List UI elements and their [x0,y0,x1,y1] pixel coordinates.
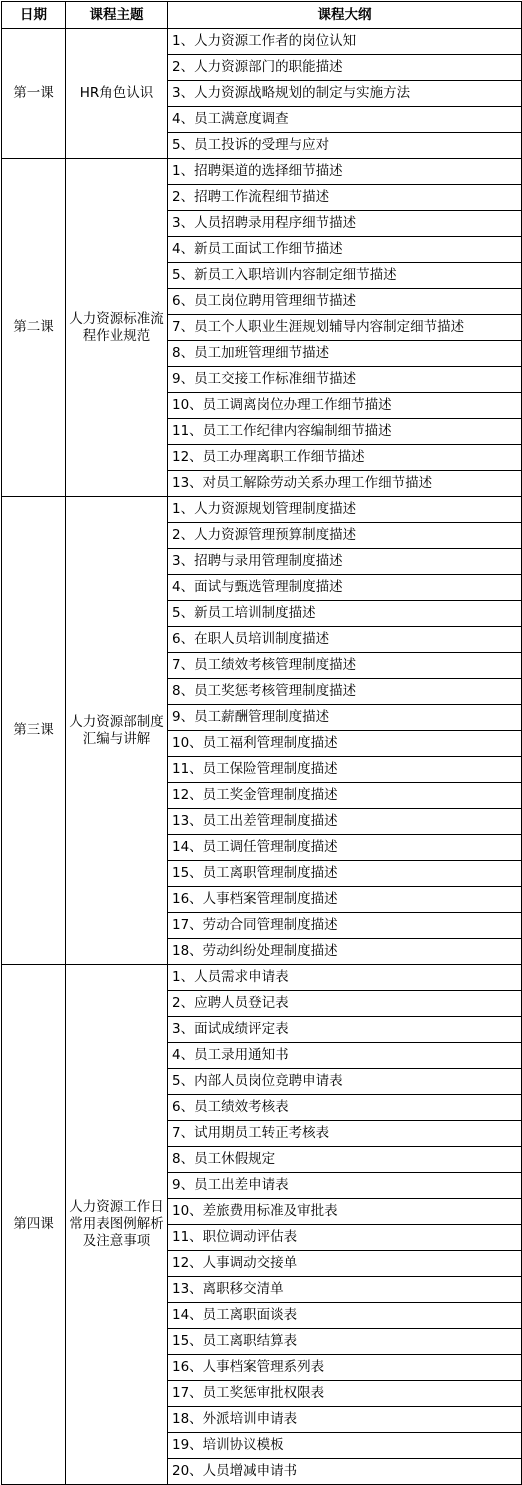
outline-item: 5、员工投诉的受理与应对 [168,133,522,159]
outline-item: 18、劳动纠纷处理制度描述 [168,939,522,965]
outline-item: 5、新员工入职培训内容制定细节描述 [168,263,522,289]
course-table [1,1,522,1485]
header-row [2,2,522,29]
outline-item: 6、在职人员培训制度描述 [168,627,522,653]
outline-item: 4、员工满意度调查 [168,107,522,133]
table-body [2,29,522,1485]
outline-item: 16、人事档案管理系列表 [168,1355,522,1381]
outline-item: 13、对员工解除劳动关系办理工作细节描述 [168,471,522,497]
outline-item: 15、员工离职管理制度描述 [168,861,522,887]
outline-item: 9、员工交接工作标准细节描述 [168,367,522,393]
outline-item: 4、员工录用通知书 [168,1043,522,1069]
outline-item: 8、员工奖惩考核管理制度描述 [168,679,522,705]
outline-item: 17、员工奖惩审批权限表 [168,1381,522,1407]
outline-item: 17、劳动合同管理制度描述 [168,913,522,939]
lesson-topic: 人力资源工作日常用表图例解析及注意事项 [66,965,168,1485]
outline-item: 2、人力资源部门的职能描述 [168,55,522,81]
outline-item: 14、员工离职面谈表 [168,1303,522,1329]
outline-item: 11、员工工作纪律内容编制细节描述 [168,419,522,445]
outline-item: 13、离职移交清单 [168,1277,522,1303]
outline-item: 15、员工离职结算表 [168,1329,522,1355]
outline-item: 10、差旅费用标准及审批表 [168,1199,522,1225]
outline-item: 8、员工加班管理细节描述 [168,341,522,367]
outline-item: 11、员工保险管理制度描述 [168,757,522,783]
table-row [2,159,522,185]
outline-item: 12、员工办理离职工作细节描述 [168,445,522,471]
header-day: 日期 [2,2,66,29]
outline-item: 4、新员工面试工作细节描述 [168,237,522,263]
outline-item: 13、员工出差管理制度描述 [168,809,522,835]
outline-item: 12、员工奖金管理制度描述 [168,783,522,809]
lesson-day: 第二课 [2,159,66,497]
outline-item: 2、人力资源管理预算制度描述 [168,523,522,549]
outline-item: 3、面试成绩评定表 [168,1017,522,1043]
outline-item: 1、人力资源工作者的岗位认知 [168,29,522,55]
outline-item: 7、员工个人职业生涯规划辅导内容制定细节描述 [168,315,522,341]
outline-item: 9、员工薪酬管理制度描述 [168,705,522,731]
lesson-topic: HR角色认识 [66,29,168,159]
outline-item: 1、人员需求申请表 [168,965,522,991]
outline-item: 3、人员招聘录用程序细节描述 [168,211,522,237]
outline-item: 19、培训协议模板 [168,1433,522,1459]
header-outline: 课程大纲 [168,2,522,29]
outline-item: 2、应聘人员登记表 [168,991,522,1017]
outline-item: 12、人事调动交接单 [168,1251,522,1277]
outline-item: 18、外派培训申请表 [168,1407,522,1433]
outline-item: 16、人事档案管理制度描述 [168,887,522,913]
outline-item: 11、职位调动评估表 [168,1225,522,1251]
outline-item: 4、面试与甄选管理制度描述 [168,575,522,601]
outline-item: 10、员工福利管理制度描述 [168,731,522,757]
outline-item: 7、员工绩效考核管理制度描述 [168,653,522,679]
outline-item: 7、试用期员工转正考核表 [168,1121,522,1147]
outline-item: 6、员工岗位聘用管理细节描述 [168,289,522,315]
table-header [2,2,522,29]
outline-item: 14、员工调任管理制度描述 [168,835,522,861]
outline-item: 9、员工出差申请表 [168,1173,522,1199]
lesson-topic: 人力资源标准流程作业规范 [66,159,168,497]
outline-item: 2、招聘工作流程细节描述 [168,185,522,211]
outline-item: 1、招聘渠道的选择细节描述 [168,159,522,185]
header-topic: 课程主题 [66,2,168,29]
table-row [2,497,522,523]
lesson-day: 第一课 [2,29,66,159]
outline-item: 5、内部人员岗位竞聘申请表 [168,1069,522,1095]
lesson-day: 第四课 [2,965,66,1485]
lesson-topic: 人力资源部制度汇编与讲解 [66,497,168,965]
outline-item: 1、人力资源规划管理制度描述 [168,497,522,523]
lesson-day: 第三课 [2,497,66,965]
outline-item: 5、新员工培训制度描述 [168,601,522,627]
table-row [2,965,522,991]
outline-item: 6、员工绩效考核表 [168,1095,522,1121]
outline-item: 10、员工调离岗位办理工作细节描述 [168,393,522,419]
outline-item: 20、人员增减申请书 [168,1459,522,1485]
outline-item: 8、员工休假规定 [168,1147,522,1173]
outline-item: 3、招聘与录用管理制度描述 [168,549,522,575]
outline-item: 3、人力资源战略规划的制定与实施方法 [168,81,522,107]
table-row [2,29,522,55]
